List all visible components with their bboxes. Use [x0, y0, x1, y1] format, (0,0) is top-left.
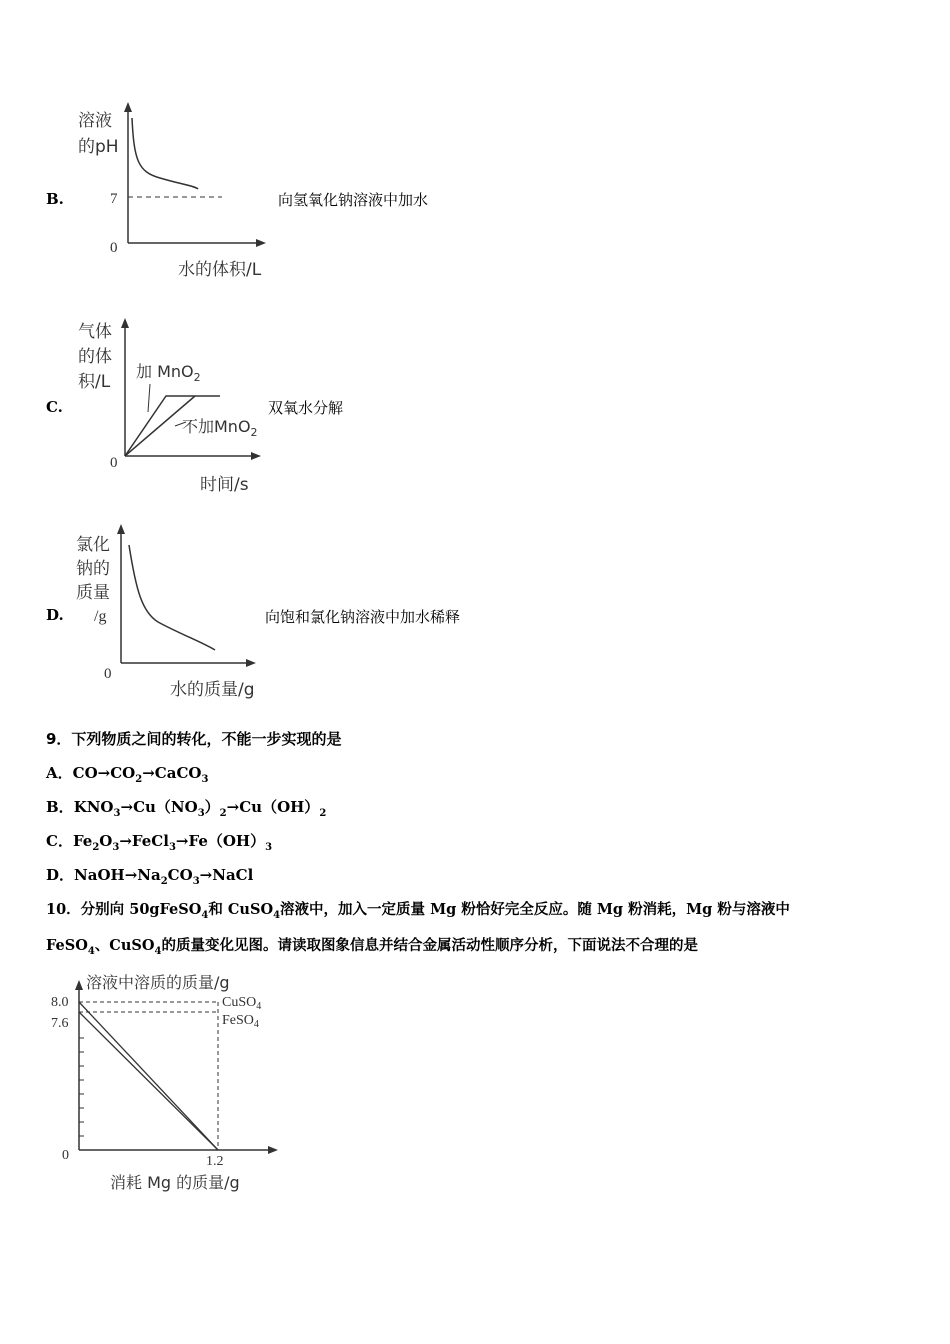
option-c-description: 双氧水分解: [268, 399, 344, 417]
option-c-origin: 0: [110, 455, 118, 471]
option-c-x-arrow: [251, 452, 261, 460]
option-d-x-arrow: [246, 659, 256, 667]
q9-option-d: D．$NaOH\to Na_2CO_3\to NaCl$: [46, 866, 254, 887]
option-c-x-label: 时间/s: [200, 475, 249, 495]
q10-chart-x-label: 消耗 Mg 的质量/g: [110, 1173, 240, 1192]
option-b-x-arrow: [256, 239, 266, 247]
option-d-y-label-4: /g: [94, 608, 107, 625]
option-c-y-label-2: 的体: [78, 347, 112, 367]
option-c-y-label-3: 积/L: [78, 372, 111, 392]
option-c-graph: [70, 310, 280, 500]
option-c-label-1-pointer: [148, 384, 150, 412]
q10-chart-y-arrow: [75, 980, 83, 990]
option-c-letter: C.: [46, 398, 63, 416]
q10-chart-y-tick-2: 7.6: [51, 1016, 69, 1031]
q10-chart-y-tick-1: 8.0: [51, 995, 69, 1010]
option-c-y-arrow: [121, 318, 129, 328]
option-d-y-label-1: 氯化: [76, 535, 110, 555]
option-c-curve-label-2: 不加MnO$_2$: [182, 417, 258, 439]
option-b-y-tick: 7: [110, 191, 118, 207]
q10-chart-series-1-label: CuSO$_4$: [222, 995, 262, 1012]
q10-chart-x-tick: 1.2: [206, 1154, 224, 1169]
q10-stem-line-1: 10．分别向 50gFeSO$_4$和 CuSO$_4$溶液中，加入一定质量 Mg 粉恰好完全反应。随 Mg 粉消耗，Mg 粉与溶液中: [46, 901, 790, 921]
option-d-letter: D.: [46, 606, 64, 624]
option-d-y-label-3: 质量: [76, 583, 110, 603]
q9-stem: 9．下列物质之间的转化，不能一步实现的是: [46, 730, 342, 748]
option-b-x-label: 水的体积/L: [178, 260, 262, 280]
option-d-curve: [129, 545, 215, 650]
option-b-y-arrow: [124, 102, 132, 112]
option-d-graph: [70, 520, 280, 705]
option-b-description: 向氢氧化钠溶液中加水: [278, 191, 429, 209]
q10-chart-x-arrow: [268, 1146, 278, 1154]
option-d-description: 向饱和氯化钠溶液中加水稀释: [265, 608, 461, 626]
option-d-x-label: 水的质量/g: [170, 680, 255, 700]
option-b-graph: [70, 100, 280, 290]
option-d-y-label-2: 钠的: [76, 559, 110, 579]
q10-chart-origin: 0: [62, 1148, 69, 1163]
q10-chart-series-2-label: FeSO$_4$: [222, 1013, 259, 1030]
option-d-origin: 0: [104, 666, 112, 682]
q10-chart: [46, 966, 286, 1198]
q9-option-c: C．$Fe_2O_3\to FeCl_3\to Fe(OH)_3$: [46, 832, 273, 853]
q10-stem-line-2: FeSO$_4$、CuSO$_4$的质量变化见图。请读取图象信息并结合金属活动性顺序分析，下面说法不合理的是: [46, 937, 698, 957]
q9-option-b: B．$KNO_3\to Cu(NO_3)_2\to Cu(OH)_2$: [46, 798, 327, 819]
q10-chart-feso4-line: [79, 1012, 218, 1150]
option-d-y-arrow: [117, 524, 125, 534]
option-b-letter: B.: [46, 190, 64, 208]
option-b-y-label-2: 的pH: [78, 137, 119, 157]
option-b-curve: [132, 118, 198, 189]
option-c-curve-label-1: 加 MnO$_2$: [136, 362, 201, 384]
q9-option-a: A．$CO\to CO_2\to CaCO_3$: [46, 764, 209, 785]
option-b-y-label-1: 溶液: [78, 111, 112, 131]
option-c-y-label-1: 气体: [78, 322, 112, 342]
option-b-origin: 0: [110, 240, 118, 256]
q10-chart-cuso4-line: [79, 1002, 218, 1150]
q10-chart-y-label: 溶液中溶质的质量/g: [86, 973, 230, 992]
